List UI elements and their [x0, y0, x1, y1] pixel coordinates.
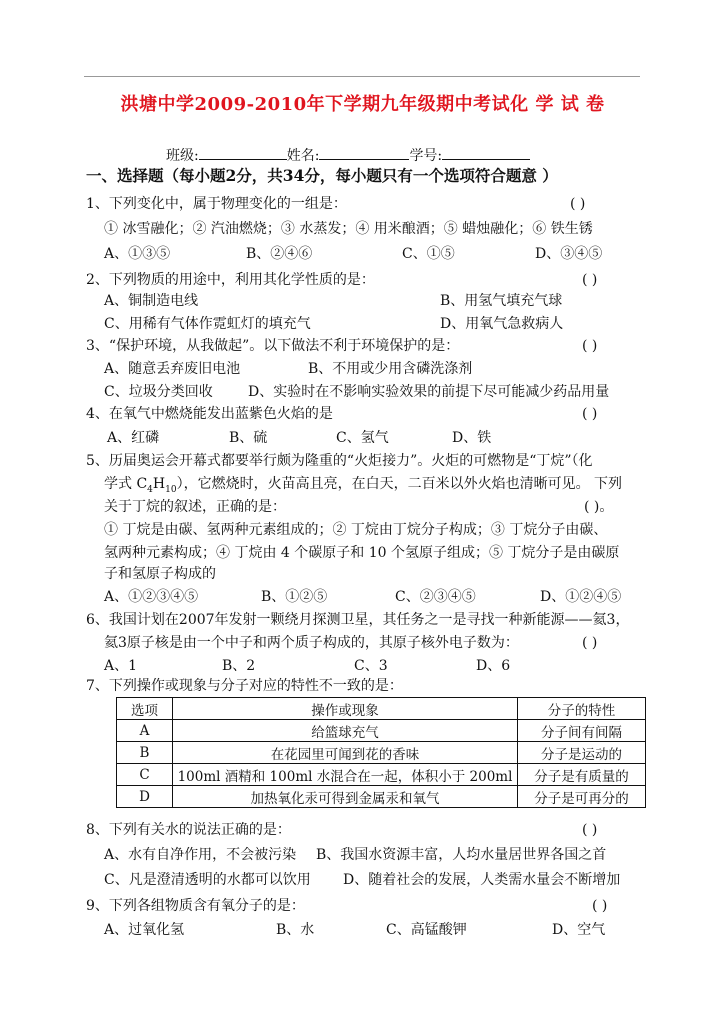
q1-option-b[interactable]: B、②④⑥: [246, 246, 313, 262]
q1-option-d[interactable]: D、③④⑤: [535, 246, 603, 262]
q1-stem: 1、下列变化中，属于物理变化的一组是：: [86, 196, 347, 212]
q5-option-d[interactable]: D、①②④⑤: [540, 589, 622, 605]
q4-option-c[interactable]: C、氢气: [336, 430, 389, 446]
q3-stem: 3、“保护环境，从我做起”。以下做法不利于环境保护的是：: [86, 338, 460, 354]
q6-option-a[interactable]: A、1: [104, 658, 138, 674]
table-cell: C: [117, 764, 173, 786]
q8-option-a[interactable]: A、水有自净作用，不会被污染: [104, 847, 297, 863]
q6-answer-paren[interactable]: ( ): [582, 635, 598, 651]
q3-option-b[interactable]: B、不用或少用含磷洗涤剂: [308, 361, 473, 377]
q4-answer-paren[interactable]: ( ): [582, 406, 598, 422]
table-header-row: [117, 698, 646, 720]
q2-stem: 2、下列物质的用途中，利用其化学性质的是：: [86, 272, 375, 288]
q9-option-a[interactable]: A、过氧化氢: [104, 922, 185, 938]
table-cell: 100ml 酒精和 100ml 水混合在一起，体积小于 200ml: [173, 764, 518, 786]
header-rule: [84, 76, 640, 77]
q4-option-d[interactable]: D、铁: [452, 430, 492, 446]
q2-option-b[interactable]: B、用氢气填充气球: [440, 293, 563, 309]
q2-option-a[interactable]: A、铜制造电线: [104, 293, 199, 309]
q9-option-d[interactable]: D、空气: [552, 922, 606, 938]
q7-stem: 7、下列操作或现象与分子对应的特性不一致的是：: [86, 678, 403, 694]
section-heading: 一、选择题（每小题2分，共34分，每小题只有一个选项符合题意 ）: [86, 166, 558, 185]
q2-option-c[interactable]: C、用稀有气体作霓虹灯的填充气: [104, 316, 311, 332]
q8-option-c[interactable]: C、凡是澄清透明的水都可以饮用: [104, 872, 311, 888]
table-cell: D: [117, 786, 173, 808]
exam-title: 洪塘中学2009-2010年下学期九年级期中考试化 学 试 卷: [120, 94, 605, 115]
q5-answer-paren[interactable]: ( )。: [584, 499, 614, 515]
table-row: [117, 742, 646, 764]
table-cell: 分子是有质量的: [518, 764, 646, 786]
q3-answer-paren[interactable]: ( ): [582, 338, 598, 354]
table-header-cell: 选项: [117, 698, 173, 720]
table-cell: 在花园里可闻到花的香味: [173, 742, 518, 764]
table-header-cell: 操作或现象: [173, 698, 518, 720]
q9-stem: 9、下列各组物质含有氧分子的是：: [86, 898, 305, 914]
table-row: [117, 764, 646, 786]
table-header-cell: 分子的特性: [518, 698, 646, 720]
q5-detail2: 氢两种元素构成；④ 丁烷由 4 个碳原子和 10 个氢原子组成；⑤ 丁烷分子是由碳原: [104, 545, 620, 561]
table-cell: 分子是运动的: [518, 742, 646, 764]
q5-line3: 关于丁烷的叙述，正确的是：: [104, 499, 286, 515]
q4-stem: 4、在氧气中燃烧能发出蓝紫色火焰的是: [86, 406, 333, 422]
q1-option-a[interactable]: A、①③⑤: [104, 246, 171, 262]
q9-option-c[interactable]: C、高锰酸钾: [386, 922, 467, 938]
q9-answer-paren[interactable]: ( ): [592, 898, 608, 914]
q6-option-c[interactable]: C、3: [354, 658, 388, 674]
table-row: [117, 720, 646, 742]
q5-detail1: ① 丁烷是由碳、氢两种元素组成的；② 丁烷由丁烷分子构成；③ 丁烷分子由碳、: [104, 522, 608, 538]
q8-option-b[interactable]: B、我国水资源丰富，人均水量居世界各国之首: [316, 847, 607, 863]
table-cell: B: [117, 742, 173, 764]
q1-detail: ① 冰雪融化；② 汽油燃烧；③ 水蒸发；④ 用米酿酒；⑤ 蜡烛融化；⑥ 铁生锈: [104, 221, 593, 237]
q2-option-d[interactable]: D、用氧气急救病人: [440, 316, 564, 332]
table-cell: A: [117, 720, 173, 742]
number-field[interactable]: [442, 145, 530, 160]
table-cell: 分子间有间隔: [518, 720, 646, 742]
q5-option-c[interactable]: C、②③④⑤: [395, 589, 476, 605]
table-row: [117, 786, 646, 808]
table-cell: 加热氧化汞可得到金属汞和氧气: [173, 786, 518, 808]
q5-line2: 学式 $C_4H_{10}$），它燃烧时，火苗高且亮，在白天，二百米以外火焰也清晰可见。 下列: [104, 476, 623, 495]
q1-option-c[interactable]: C、①⑤: [402, 246, 455, 262]
q5-option-a[interactable]: A、①②③④⑤: [104, 589, 199, 605]
q6-option-d[interactable]: D、6: [476, 658, 511, 674]
q5-option-b[interactable]: B、①②⑤: [261, 589, 328, 605]
student-info-line: [166, 145, 530, 166]
q3-option-d[interactable]: D、实验时在不影响实验效果的前提下尽可能减少药品用量: [248, 384, 610, 400]
name-label: 姓名:: [286, 148, 320, 164]
q5-line1: 5、历届奥运会开幕式都要举行颇为隆重的“火炬接力”。火炬的可燃物是“丁烷”（化: [86, 453, 593, 469]
table-cell: 分子是可再分的: [518, 786, 646, 808]
number-label: 学号:: [409, 148, 443, 164]
q4-option-a[interactable]: A、红磷: [107, 430, 160, 446]
q9-option-b[interactable]: B、水: [276, 922, 315, 938]
q8-stem: 8、下列有关水的说法正确的是：: [86, 822, 291, 838]
q7-table: [116, 697, 646, 808]
q8-option-d[interactable]: D、随着社会的发展，人类需水量会不断增加: [343, 872, 621, 888]
class-field[interactable]: [199, 145, 287, 160]
q6-line2: 氦3原子核是由一个中子和两个质子构成的，其原子核外电子数为：: [104, 635, 519, 651]
q8-answer-paren[interactable]: ( ): [582, 822, 598, 838]
name-field[interactable]: [319, 145, 409, 160]
q1-answer-paren[interactable]: ( ): [570, 196, 586, 212]
q3-option-c[interactable]: C、垃圾分类回收: [104, 384, 213, 400]
class-label: 班级:: [166, 148, 199, 164]
q5-detail3: 子和氢原子构成的: [104, 566, 216, 582]
q2-answer-paren[interactable]: ( ): [582, 272, 598, 288]
q6-option-b[interactable]: B、2: [222, 658, 256, 674]
table-cell: 给篮球充气: [173, 720, 518, 742]
q4-option-b[interactable]: B、硫: [229, 430, 268, 446]
q6-line1: 6、我国计划在2007年发射一颗绕月探测卫星，其任务之一是寻找一种新能源——氦3，: [86, 612, 630, 628]
q3-option-a[interactable]: A、随意丢弃废旧电池: [104, 361, 241, 377]
